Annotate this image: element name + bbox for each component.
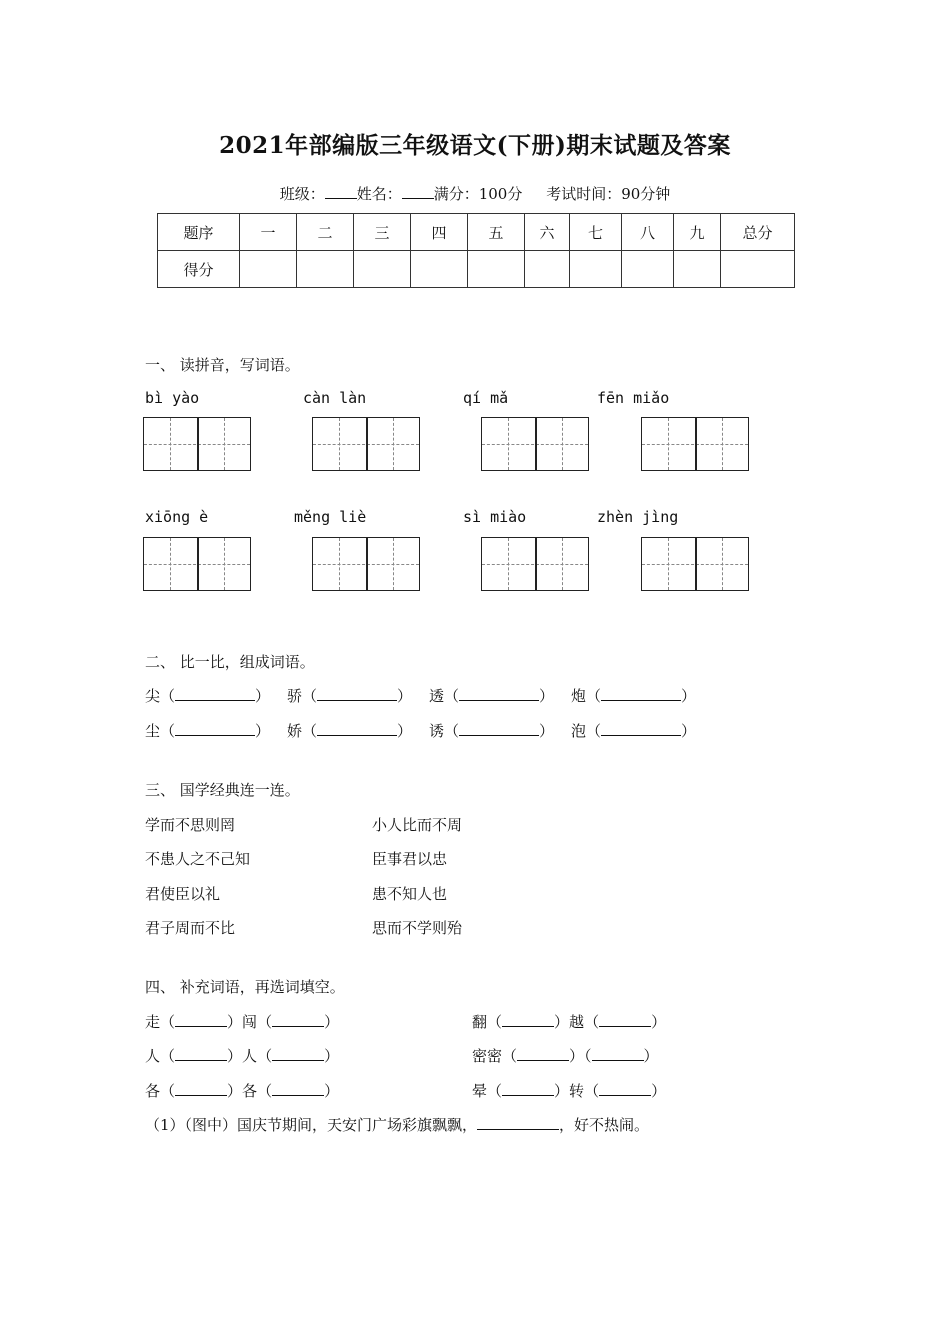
answer-blank[interactable]	[272, 1081, 324, 1096]
answer-blank[interactable]	[175, 1081, 227, 1096]
header-cell: 六	[525, 214, 570, 251]
pinyin: bì yào	[145, 389, 200, 407]
char: 人	[145, 1047, 161, 1065]
char: 透	[429, 687, 445, 705]
exam-info	[0, 183, 950, 204]
char: 尘	[145, 722, 161, 740]
writing-grid[interactable]	[143, 537, 251, 591]
pinyin: měng liè	[294, 508, 367, 526]
char: 诱	[429, 722, 445, 740]
score-cell[interactable]	[411, 251, 468, 288]
char: 密密	[472, 1047, 503, 1065]
writing-grid[interactable]	[481, 417, 589, 471]
answer-blank[interactable]	[599, 1012, 651, 1027]
full-score: 满分：100分	[433, 185, 523, 203]
word-fill: 密密（ ）（ ）	[472, 1047, 659, 1065]
section3-heading: 三、 国学经典连一连。	[145, 781, 300, 799]
char: 翻	[472, 1013, 488, 1031]
char: 人	[242, 1047, 258, 1065]
question-text: （1）（图中）国庆节期间，天安门广场彩旗飘飘，	[145, 1116, 478, 1134]
match-left[interactable]: 君子周而不比	[145, 919, 236, 937]
header-cell: 四	[411, 214, 468, 251]
header-cell: 二	[297, 214, 354, 251]
header-cell: 五	[468, 214, 525, 251]
name-blank[interactable]	[402, 184, 434, 199]
compare-item: 尘（ ）	[145, 722, 271, 740]
class-label: 班级：	[279, 185, 325, 203]
answer-blank[interactable]	[317, 721, 397, 736]
question-text: ，好不热闹。	[559, 1116, 650, 1134]
answer-blank[interactable]	[592, 1046, 644, 1061]
answer-blank[interactable]	[517, 1046, 569, 1061]
score-cell[interactable]	[354, 251, 411, 288]
answer-blank[interactable]	[175, 1046, 227, 1061]
char: 闯	[242, 1013, 258, 1031]
word-fill: 晕（ ）转（ ）	[472, 1082, 667, 1100]
writing-grid[interactable]	[143, 417, 251, 471]
pinyin: xiōng è	[145, 508, 209, 526]
score-table	[157, 213, 795, 288]
compare-item: 炮（ ）	[571, 687, 697, 705]
answer-blank[interactable]	[175, 1012, 227, 1027]
word-fill: 人（ ）人（ ）	[145, 1047, 340, 1065]
header-cell: 九	[674, 214, 721, 251]
answer-blank[interactable]	[175, 686, 255, 701]
page-title: 2021年部编版三年级语文(下册)期末试题及答案	[219, 132, 731, 159]
writing-grid[interactable]	[312, 537, 420, 591]
char: 越	[569, 1013, 585, 1031]
header-cell: 总分	[721, 214, 795, 251]
exam-time: 考试时间：90分钟	[546, 185, 671, 203]
writing-grid[interactable]	[481, 537, 589, 591]
answer-blank[interactable]	[459, 721, 539, 736]
compare-item: 透（ ）	[429, 687, 555, 705]
char: 走	[145, 1013, 161, 1031]
answer-blank[interactable]	[175, 721, 255, 736]
match-left[interactable]: 不患人之不己知	[145, 850, 251, 868]
writing-grid[interactable]	[641, 537, 749, 591]
char: 各	[145, 1082, 161, 1100]
word-fill: 翻（ ）越（ ）	[472, 1013, 667, 1031]
header-cell: 一	[240, 214, 297, 251]
header-cell: 三	[354, 214, 411, 251]
class-blank[interactable]	[325, 184, 357, 199]
answer-blank[interactable]	[272, 1012, 324, 1027]
match-left[interactable]: 君使臣以礼	[145, 885, 221, 903]
row-label: 得分	[158, 251, 240, 288]
header-cell: 八	[622, 214, 674, 251]
writing-grid[interactable]	[641, 417, 749, 471]
answer-blank[interactable]	[601, 721, 681, 736]
score-cell[interactable]	[570, 251, 622, 288]
char: 骄	[287, 687, 303, 705]
char: 各	[242, 1082, 258, 1100]
pinyin: fēn miǎo	[597, 389, 670, 407]
word-fill: 各（ ）各（ ）	[145, 1082, 340, 1100]
char: 娇	[287, 722, 303, 740]
compare-item: 骄（ ）	[287, 687, 413, 705]
char: 炮	[571, 687, 587, 705]
score-cell[interactable]	[468, 251, 525, 288]
match-right[interactable]: 臣事君以忠	[372, 850, 448, 868]
header-cell: 题序	[158, 214, 240, 251]
char: 晕	[472, 1082, 488, 1100]
answer-blank[interactable]	[599, 1081, 651, 1096]
name-label: 姓名：	[356, 185, 402, 203]
writing-grid[interactable]	[312, 417, 420, 471]
score-cell[interactable]	[240, 251, 297, 288]
match-right[interactable]: 小人比而不周	[372, 816, 463, 834]
score-cell[interactable]	[721, 251, 795, 288]
section4-heading: 四、 补充词语，再选词填空。	[145, 978, 345, 996]
fill-question-1	[145, 1114, 649, 1135]
score-cell[interactable]	[297, 251, 354, 288]
header-cell: 七	[570, 214, 622, 251]
word-fill: 走（ ）闯（ ）	[145, 1013, 340, 1031]
answer-blank[interactable]	[601, 686, 681, 701]
pinyin: zhèn jìng	[597, 508, 679, 526]
char: 尖	[145, 687, 161, 705]
compare-item: 诱（ ）	[429, 722, 555, 740]
match-right[interactable]: 患不知人也	[372, 885, 448, 903]
answer-blank[interactable]	[477, 1115, 559, 1130]
pinyin: càn làn	[303, 389, 367, 407]
match-right[interactable]: 思而不学则殆	[372, 919, 463, 937]
section1-heading: 一、 读拼音，写词语。	[145, 356, 300, 374]
answer-blank[interactable]	[272, 1046, 324, 1061]
answer-blank[interactable]	[459, 686, 539, 701]
compare-item: 娇（ ）	[287, 722, 413, 740]
section2-heading: 二、 比一比，组成词语。	[145, 653, 315, 671]
score-cell[interactable]	[622, 251, 674, 288]
char: 泡	[571, 722, 587, 740]
char: 转	[569, 1082, 585, 1100]
score-cell[interactable]	[674, 251, 721, 288]
pinyin: qí mǎ	[463, 389, 509, 407]
score-table-row	[158, 251, 795, 288]
answer-blank[interactable]	[502, 1081, 554, 1096]
answer-blank[interactable]	[317, 686, 397, 701]
compare-item: 尖（ ）	[145, 687, 271, 705]
score-table-header	[158, 214, 795, 251]
pinyin: sì miào	[463, 508, 527, 526]
score-cell[interactable]	[525, 251, 570, 288]
match-left[interactable]: 学而不思则罔	[145, 816, 236, 834]
answer-blank[interactable]	[502, 1012, 554, 1027]
compare-item: 泡（ ）	[571, 722, 697, 740]
